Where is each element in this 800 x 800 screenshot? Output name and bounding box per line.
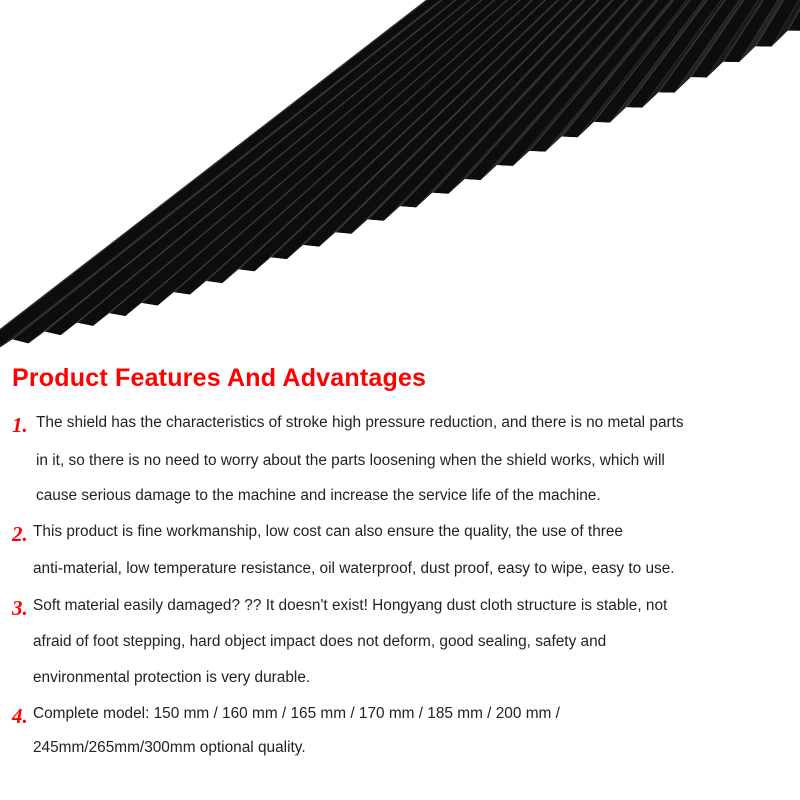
feature-text-line: in it, so there is no need to worry about the parts loosening when the shield works, which will <box>36 452 665 469</box>
feature-text-line: 245mm/265mm/300mm optional quality. <box>33 739 306 756</box>
feature-number: 3. <box>12 596 28 620</box>
pleated-bellows-icon <box>0 0 800 350</box>
feature-text-line: Complete model: 150 mm / 160 mm / 165 mm / 170 mm / 185 mm / 200 mm / <box>33 705 560 722</box>
feature-text-line: cause serious damage to the machine and increase the service life of the machine. <box>36 487 601 504</box>
feature-text-line: The shield has the characteristics of stroke high pressure reduction, and there is no metal parts <box>36 414 684 431</box>
feature-number: 4. <box>12 704 28 728</box>
feature-number: 1. <box>12 413 28 437</box>
feature-text-line: environmental protection is very durable. <box>33 669 311 686</box>
product-photo <box>0 0 800 350</box>
feature-text-line: Soft material easily damaged? ?? It doesn't exist! Hongyang dust cloth structure is stable, not <box>33 597 668 614</box>
feature-text-line: anti-material, low temperature resistance, oil waterproof, dust proof, easy to wipe, easy to use. <box>33 560 675 577</box>
feature-text-line: afraid of foot stepping, hard object impact does not deform, good sealing, safety and <box>33 633 607 650</box>
feature-number: 2. <box>12 522 28 546</box>
section-heading: Product Features And Advantages <box>12 364 427 392</box>
feature-text-line: This product is fine workmanship, low cost can also ensure the quality, the use of three <box>33 523 623 540</box>
